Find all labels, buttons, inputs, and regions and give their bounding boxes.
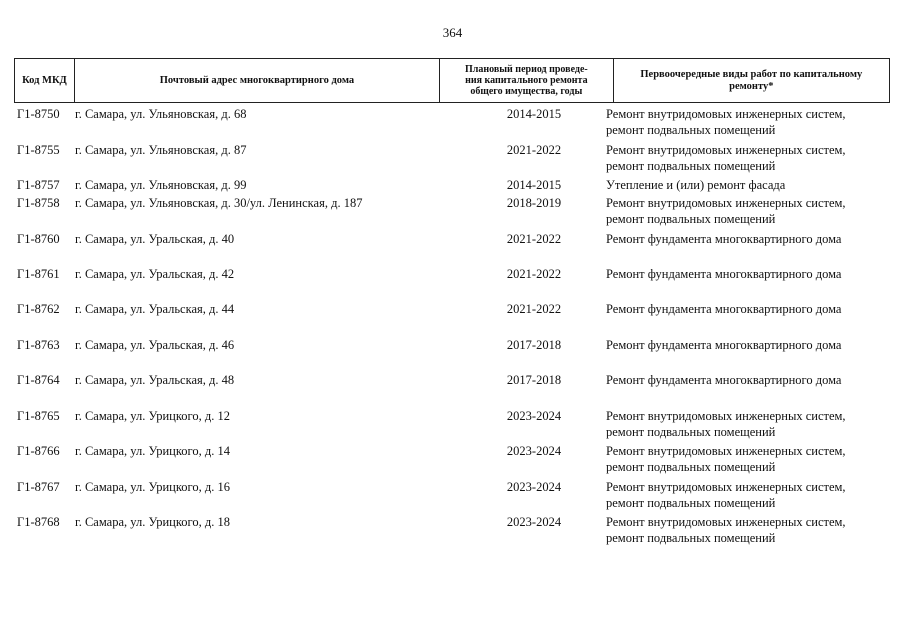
cell-code: Г1-8762 xyxy=(17,302,60,316)
header-code-label: Код МКД xyxy=(22,74,67,86)
cell-period: 2017-2018 xyxy=(506,373,562,387)
cell-period: 2021-2022 xyxy=(506,232,562,246)
cell-period: 2023-2024 xyxy=(506,409,562,423)
header-period-line: ния капитального ремонта xyxy=(465,75,588,86)
cell-period: 2021-2022 xyxy=(506,267,562,281)
cell-address: г. Самара, ул. Уральская, д. 46 xyxy=(75,338,235,352)
cell-address: г. Самара, ул. Ульяновская, д. 30/ул. Ленинская, д. 187 xyxy=(75,196,363,210)
cell-works-line: ремонт подвальных помещений xyxy=(606,159,776,173)
cell-works xyxy=(606,106,890,138)
cell-code: Г1-8758 xyxy=(17,196,60,210)
cell-works-line: Ремонт фундамента многоквартирного дома xyxy=(606,267,842,281)
cell-code: Г1-8761 xyxy=(17,267,60,281)
cell-works-line: Ремонт внутридомовых инженерных систем, xyxy=(606,196,846,210)
cell-code: Г1-8766 xyxy=(17,444,60,458)
cell-works xyxy=(606,408,890,440)
cell-code: Г1-8768 xyxy=(17,515,60,529)
header-code xyxy=(15,59,75,102)
cell-works-line: Ремонт внутридомовых инженерных систем, xyxy=(606,444,846,458)
cell-code: Г1-8760 xyxy=(17,232,60,246)
cell-period: 2023-2024 xyxy=(506,444,562,458)
cell-works xyxy=(606,443,890,475)
cell-address: г. Самара, ул. Урицкого, д. 12 xyxy=(75,409,230,423)
cell-address: г. Самара, ул. Уральская, д. 40 xyxy=(75,232,235,246)
cell-address: г. Самара, ул. Урицкого, д. 16 xyxy=(75,480,230,494)
cell-works xyxy=(606,514,890,546)
cell-works-line: Ремонт внутридомовых инженерных систем, xyxy=(606,107,846,121)
cell-works-line: ремонт подвальных помещений xyxy=(606,123,776,137)
cell-works xyxy=(606,177,890,193)
cell-works-line: Ремонт внутридомовых инженерных систем, xyxy=(606,409,846,423)
cell-address: г. Самара, ул. Ульяновская, д. 87 xyxy=(75,143,247,157)
header-period xyxy=(440,59,614,102)
cell-works xyxy=(606,231,890,247)
cell-period: 2021-2022 xyxy=(506,302,562,316)
cell-code: Г1-8764 xyxy=(17,373,60,387)
cell-works-line: ремонт подвальных помещений xyxy=(606,425,776,439)
cell-works xyxy=(606,479,890,511)
cell-address: г. Самара, ул. Уральская, д. 48 xyxy=(75,373,235,387)
cell-works-line: Ремонт фундамента многоквартирного дома xyxy=(606,373,842,387)
cell-code: Г1-8755 xyxy=(17,143,60,157)
cell-address: г. Самара, ул. Ульяновская, д. 99 xyxy=(75,178,247,192)
cell-period: 2018-2019 xyxy=(506,196,562,210)
cell-works-line: Ремонт внутридомовых инженерных систем, xyxy=(606,515,846,529)
cell-works xyxy=(606,372,890,388)
cell-address: г. Самара, ул. Ульяновская, д. 68 xyxy=(75,107,247,121)
header-period-line: общего имущества, годы xyxy=(470,86,583,97)
cell-code: Г1-8767 xyxy=(17,480,60,494)
header-period-line: Плановый период проведе- xyxy=(464,64,588,75)
cell-works-line: Ремонт внутридомовых инженерных систем, xyxy=(606,143,846,157)
cell-works xyxy=(606,195,890,227)
cell-period: 2014-2015 xyxy=(506,178,562,192)
cell-works xyxy=(606,301,890,317)
cell-code: Г1-8750 xyxy=(17,107,60,121)
cell-works xyxy=(606,266,890,282)
header-address xyxy=(75,59,440,102)
cell-works-line: ремонт подвальных помещений xyxy=(606,212,776,226)
page-number: 364 xyxy=(442,25,463,40)
cell-works-line: Ремонт фундамента многоквартирного дома xyxy=(606,338,842,352)
cell-period: 2021-2022 xyxy=(506,143,562,157)
cell-works-line: ремонт подвальных помещений xyxy=(606,531,776,545)
cell-period: 2023-2024 xyxy=(506,515,562,529)
cell-works-line: ремонт подвальных помещений xyxy=(606,460,776,474)
cell-code: Г1-8763 xyxy=(17,338,60,352)
cell-period: 2017-2018 xyxy=(506,338,562,352)
cell-code: Г1-8757 xyxy=(17,178,60,192)
table-header xyxy=(14,58,890,103)
header-works-line: ремонту* xyxy=(729,80,774,92)
cell-address: г. Самара, ул. Уральская, д. 44 xyxy=(75,302,235,316)
cell-address: г. Самара, ул. Уральская, д. 42 xyxy=(75,267,235,281)
cell-works-line: Ремонт фундамента многоквартирного дома xyxy=(606,302,842,316)
cell-works xyxy=(606,337,890,353)
cell-address: г. Самара, ул. Урицкого, д. 14 xyxy=(75,444,230,458)
cell-works-line: ремонт подвальных помещений xyxy=(606,496,776,510)
cell-works-line: Ремонт фундамента многоквартирного дома xyxy=(606,232,842,246)
cell-code: Г1-8765 xyxy=(17,409,60,423)
cell-period: 2023-2024 xyxy=(506,480,562,494)
header-address-label: Почтовый адрес многоквартирного дома xyxy=(159,74,355,86)
cell-works-line: Утепление и (или) ремонт фасада xyxy=(606,178,786,192)
cell-address: г. Самара, ул. Урицкого, д. 18 xyxy=(75,515,230,529)
header-works xyxy=(614,59,889,102)
cell-works-line: Ремонт внутридомовых инженерных систем, xyxy=(606,480,846,494)
cell-works xyxy=(606,142,890,174)
cell-period: 2014-2015 xyxy=(506,107,562,121)
header-works-line: Первоочередные виды работ по капитальному xyxy=(640,68,863,80)
